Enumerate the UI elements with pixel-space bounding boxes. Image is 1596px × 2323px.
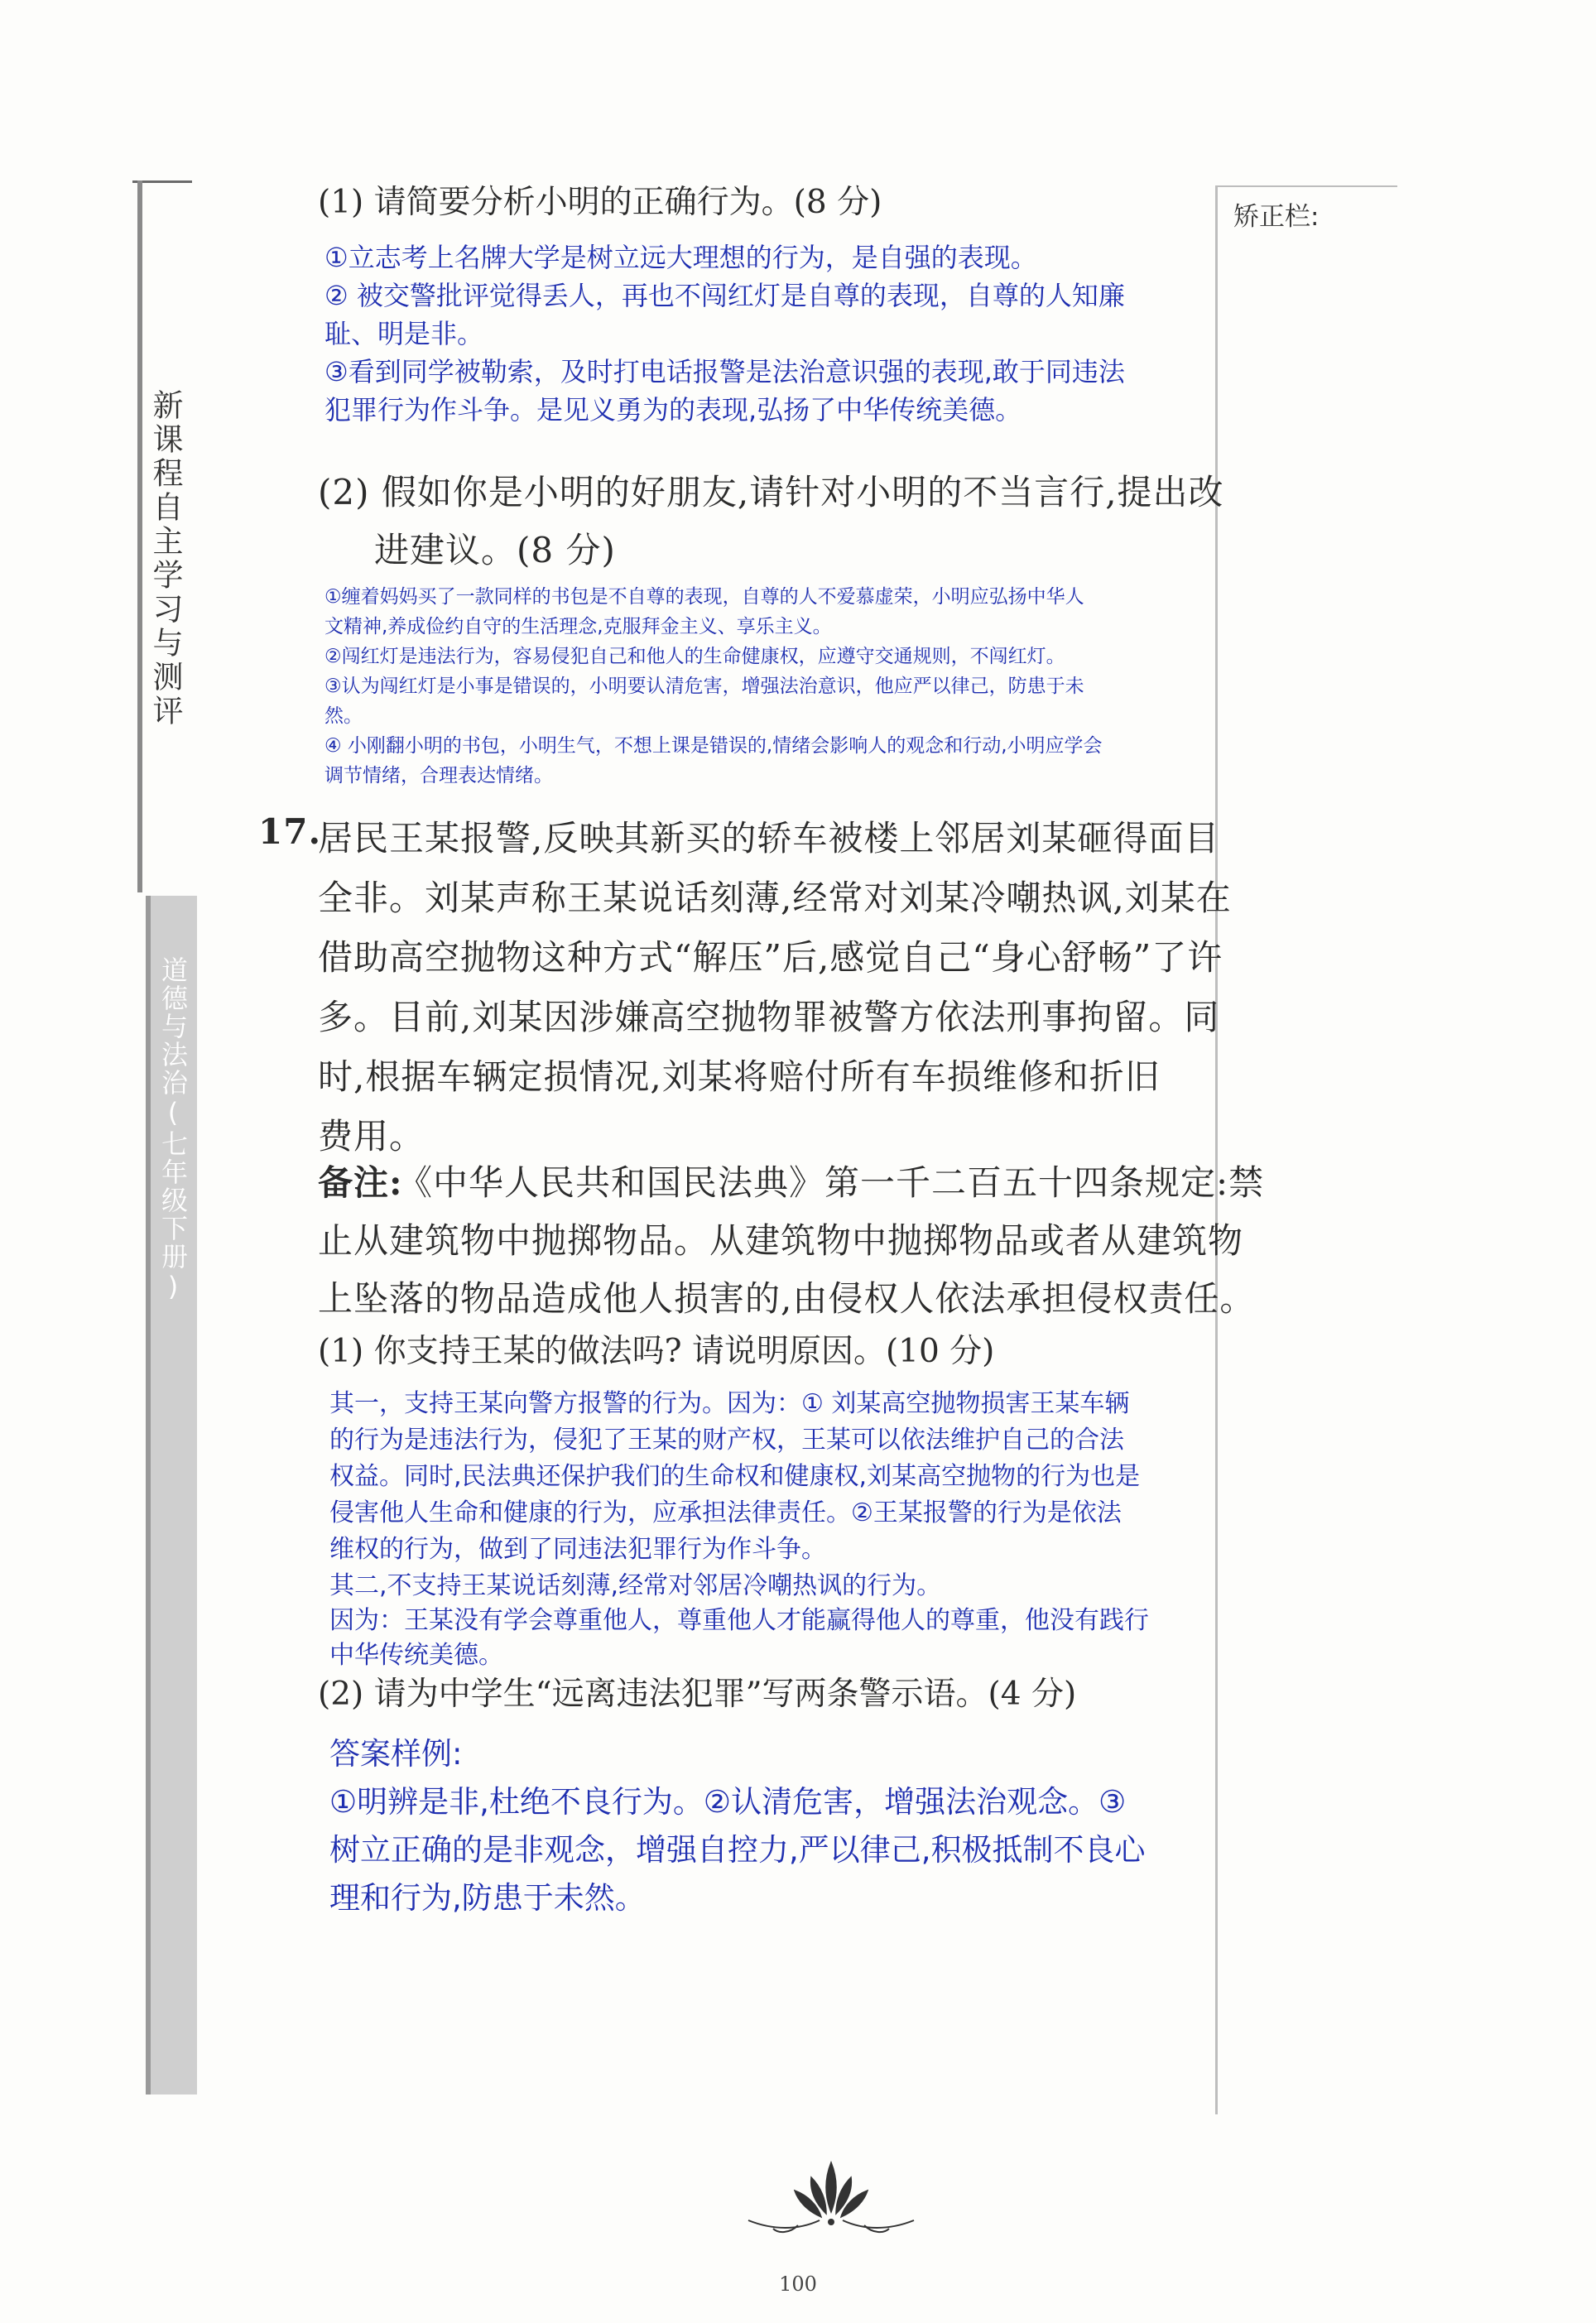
q17-part1-answer-line: 其二,不支持王某说话刻薄,经常对邻居冷嘲热讽的行为。 xyxy=(329,1571,942,1600)
page-number: 100 xyxy=(779,2272,817,2296)
q16-part2-question-line: 进建议。(8 分) xyxy=(374,530,616,570)
q16-part1-answer-line: ③看到同学被勒索，及时打电话报警是法治意识强的表现,敢于同违法 xyxy=(324,356,1125,387)
note-line: 止从建筑物中抛掷物品。从建筑物中抛掷物品或者从建筑物 xyxy=(318,1220,1244,1261)
q17-part1-question: (1) 你支持王某的做法吗? 请说明原因。(10 分) xyxy=(318,1333,995,1370)
q16-part2-answer-line: ①缠着妈妈买了一款同样的书包是不自尊的表现，自尊的人不爱慕虚荣，小明应弘扬中华人 xyxy=(324,586,1084,608)
q16-part2-answer-line: ④ 小刚翻小明的书包，小明生气，不想上课是错误的,情绪会影响人的观念和行动,小明应学会 xyxy=(324,735,1103,757)
q17-part2-question: (2) 请为中学生“远离违法犯罪”写两条警示语。(4 分) xyxy=(318,1676,1077,1713)
note-line: 上坠落的物品造成他人损害的,由侵权人依法承担侵权责任。 xyxy=(318,1278,1256,1319)
q16-part2-answer-line: 调节情绪，合理表达情绪。 xyxy=(324,765,553,786)
answer-sample-label: 答案样例: xyxy=(329,1736,463,1772)
q16-part1-answer-line: ② 被交警批评觉得丢人，再也不闯红灯是自尊的表现，自尊的人知廉 xyxy=(324,280,1125,311)
q16-part2-answer-line: ②闯红灯是违法行为，容易侵犯自己和他人的生命健康权，应遵守交通规则，不闯红灯。 xyxy=(324,646,1065,667)
correction-label: 矫正栏: xyxy=(1233,202,1320,232)
q16-part2-answer-line: ③认为闯红灯是小事是错误的，小明要认清危害，增强法治意识，他应严以律己，防患于未 xyxy=(324,676,1084,697)
q17-stem-line: 费用。 xyxy=(318,1116,425,1157)
q17-part1-answer-line: 维权的行为，做到了同违法犯罪行为作斗争。 xyxy=(329,1535,826,1564)
q16-part2-answer-line: 文精神,养成俭约自守的生活理念,克服拜金主义、享乐主义。 xyxy=(324,616,832,637)
q17-part1-answer-line: 因为：王某没有学会尊重他人，尊重他人才能赢得他人的尊重，他没有践行 xyxy=(329,1606,1149,1635)
correction-column-top-rule xyxy=(1215,185,1397,187)
q16-part1-question: (1) 请简要分析小明的正确行为。(8 分) xyxy=(318,184,882,221)
subject-tab-label: 道德与法治(七年级下册) xyxy=(157,956,189,1304)
q17-number: 17. xyxy=(258,811,322,852)
q17-part2-answer-line: ①明辨是非,杜绝不良行为。②认清危害，增强法治观念。③ xyxy=(329,1784,1127,1820)
q17-part2-answer-line: 树立正确的是非观念，增强自控力,严以律己,积极抵制不良心 xyxy=(329,1832,1146,1868)
q17-part1-answer-line: 权益。同时,民法典还保护我们的生命权和健康权,刘某高空抛物的行为也是 xyxy=(329,1462,1141,1491)
footer-ornament xyxy=(740,2154,922,2253)
q17-part2-answer-line: 理和行为,防患于未然。 xyxy=(329,1880,646,1916)
q17-stem-line: 居民王某报警,反映其新买的轿车被楼上邻居刘某砸得面目 xyxy=(318,818,1220,858)
q17-part1-answer-line: 的行为是违法行为，侵犯了王某的财产权，王某可以依法维护自己的合法 xyxy=(329,1426,1124,1455)
q16-part1-answer-line: ①立志考上名牌大学是树立远大理想的行为，是自强的表现。 xyxy=(324,242,1037,273)
q17-part1-answer-line: 侵害他人生命和健康的行为，应承担法律责任。②王某报警的行为是依法 xyxy=(329,1498,1122,1527)
q16-part1-answer-line: 犯罪行为作斗争。是见义勇为的表现,弘扬了中华传统美德。 xyxy=(324,394,1022,426)
q17-stem-line: 借助高空抛物这种方式“解压”后,感觉自己“身心舒畅”了许 xyxy=(318,937,1223,978)
q17-part1-answer-line: 其一，支持王某向警方报警的行为。因为：① 刘某高空抛物损害王某车辆 xyxy=(329,1389,1130,1418)
note-label: 备注: xyxy=(318,1162,403,1203)
q17-stem-line: 时,根据车辆定损情况,刘某将赔付所有车损维修和折旧 xyxy=(318,1056,1161,1097)
q17-stem-line: 全非。刘某声称王某说话刻薄,经常对刘某冷嘲热讽,刘某在 xyxy=(318,878,1232,918)
book-title: 新课程自主学习与测评 xyxy=(147,389,183,729)
note-line: 《中华人民共和国民法典》第一千二百五十四条规定:禁 xyxy=(397,1162,1265,1203)
q17-part1-answer-line: 中华传统美德。 xyxy=(329,1641,503,1670)
q16-part2-question-line: (2) 假如你是小明的好朋友,请针对小明的不当言行,提出改 xyxy=(318,472,1224,512)
q16-part1-answer-line: 耻、明是非。 xyxy=(324,318,484,349)
q17-stem-line: 多。目前,刘某因涉嫌高空抛物罪被警方依法刑事拘留。同 xyxy=(318,997,1220,1037)
q16-part2-answer-line: 然。 xyxy=(324,705,363,727)
